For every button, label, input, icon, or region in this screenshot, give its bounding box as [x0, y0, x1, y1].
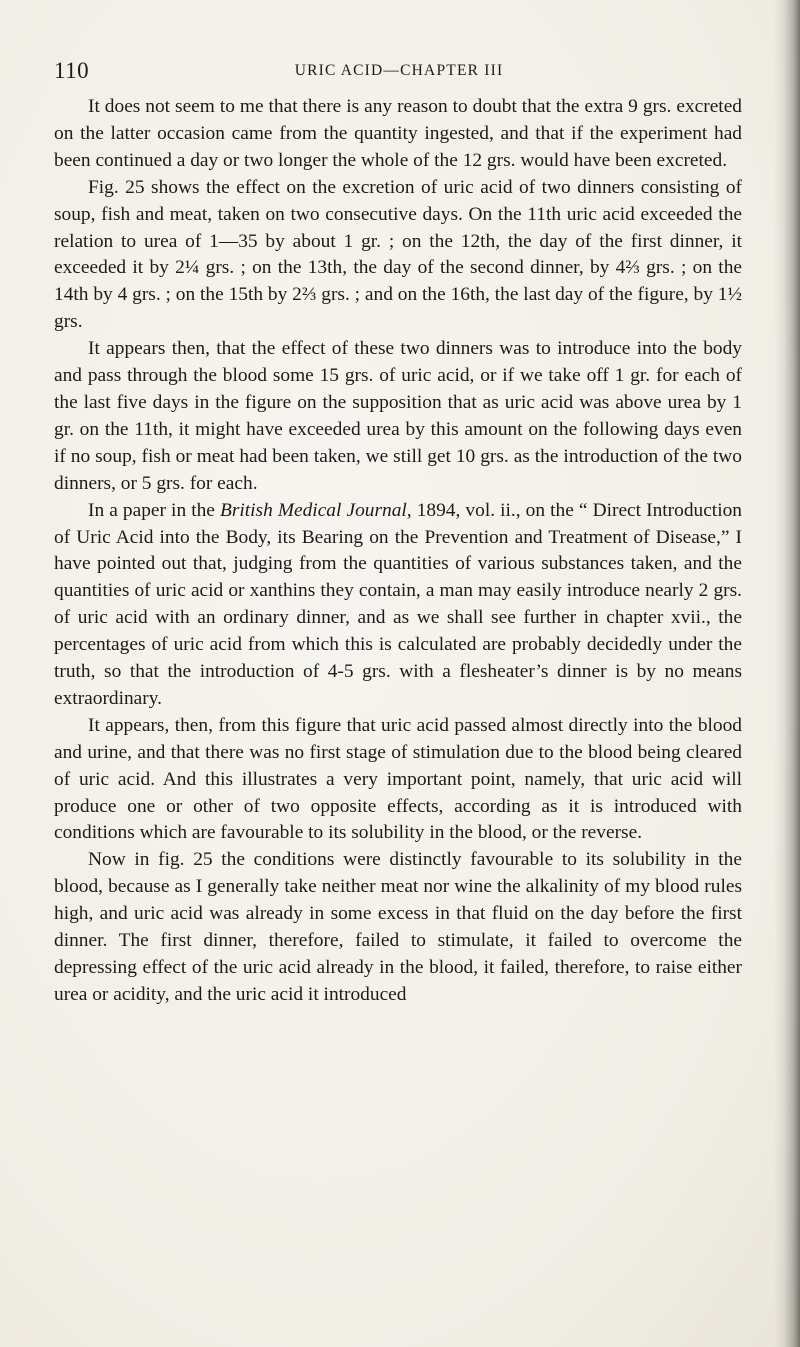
page-edge-shadow [774, 0, 800, 1347]
paragraph-5: It appears, then, from this figure that uric acid passed almost directly into the blood and urine, and that there was no first stage of stimulation due to the blood being cleared of uric acid. And this illustrates a very important point, namely, that uric acid will produce one or other of two opposite effects, according as it is introduced with conditions which are favourable to its solubility in the blood, or the reverse. [54, 714, 742, 844]
journal-title: British Medical Journal, [219, 499, 412, 521]
page-number: 110 [54, 58, 90, 83]
paragraph-4 [54, 498, 742, 713]
paragraph-4-rest: 1894, vol. ii., on the “ Direct Introduction of Uric Acid into the Body, its Bearing on the Prevention and Treatment of Disease,” I have pointed out that, judging from the quantities of various substances taken, and the quantities of uric acid or xanthins they contain, a man may easily introduce nearly 2 grs. of uric acid with an ordinary dinner, and as we shall see further in chapter xvii., the percentages of uric acid from which this is calculated are probably decidedly under the truth, so that the introduction of 4-5 grs. with a flesheater’s dinner is by no means extraordinary. [54, 499, 742, 709]
page-header [54, 58, 744, 88]
paragraph-3: It appears then, that the effect of these two dinners was to introduce into the body and pass through the blood some 15 grs. of uric acid, or if we take off 1 gr. for each of the last five days in the figure on the supposition that as uric acid was above urea by 1 gr. on the 11th, it might have exceeded urea by this amount on the following days even if no soup, fish or meat had been taken, we still get 10 grs. as the introduction of the two dinners, or 5 grs. for each. [54, 338, 742, 494]
paragraph-6: Now in fig. 25 the conditions were distinctly favourable to its solubility in the blood, because as I generally take neither meat nor wine the alkalinity of my blood rules high, and uric acid was already in some excess in that fluid on the day before the first dinner. The first dinner, therefore, failed to stimulate, it failed to overcome the depressing effect of the uric acid already in the blood, it failed, therefore, to raise either urea or acidity, and the uric acid it introduced [54, 849, 742, 1005]
running-head: URIC ACID—CHAPTER III [294, 62, 504, 79]
body-text [54, 94, 742, 1009]
paragraph-4-intro: In a paper in the [88, 499, 220, 521]
paragraph-1: It does not seem to me that there is any reason to doubt that the extra 9 grs. excreted on the latter occasion came from the quantity ingested, and that if the experiment had been continued a day or two longer the whole of the 12 grs. would have been excreted. [54, 96, 742, 171]
paragraph-2: Fig. 25 shows the effect on the excretion of uric acid of two dinners consisting of soup, fish and meat, taken on two consecutive days. On the 11th uric acid exceeded the relation to urea of 1—35 by about 1 gr. ; on the 12th, the day of the first dinner, it exceeded it by 2¼ grs. ; on the 13th, the day of the second dinner, by 4⅔ grs. ; on the 14th by 4 grs. ; on the 15th by 2⅔ grs. ; and on the 16th, the last day of the figure, by 1½ grs. [54, 176, 742, 333]
